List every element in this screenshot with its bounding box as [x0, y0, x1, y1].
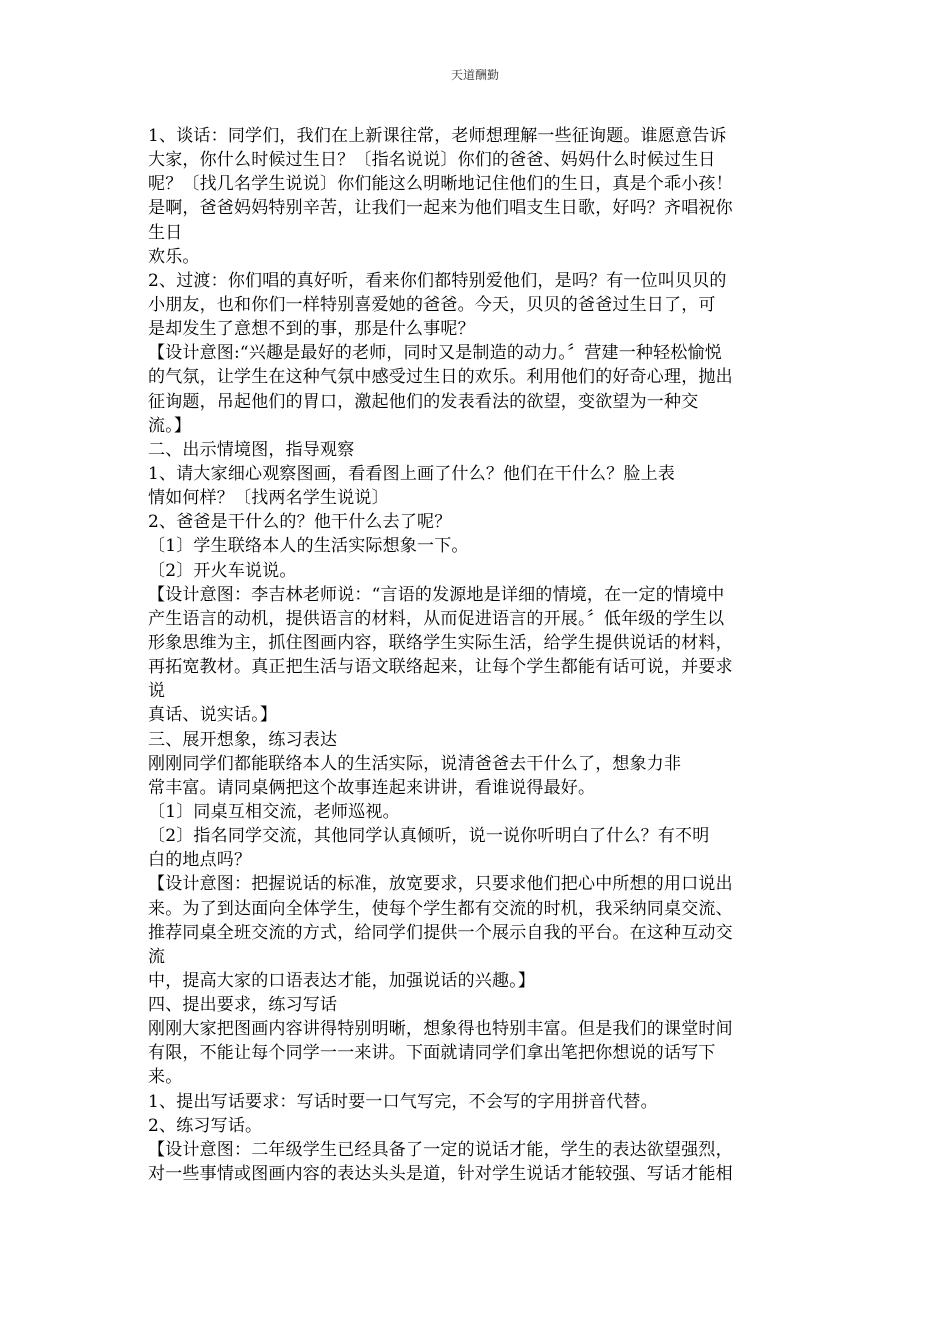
text-line: 推荐同桌全班交流的方式，给同学们提供一个展示自我的平台。在这种互动交: [148, 922, 733, 943]
text-line: 生日: [148, 222, 183, 243]
text-line: 常丰富。请同桌俩把这个故事连起来讲讲，看谁说得最好。: [148, 777, 596, 798]
text-line: 有限，不能让每个同学一一来讲。下面就请同学们拿出笔把你想说的话写下: [148, 1043, 716, 1064]
text-line: 【设计意图：李吉林老师说：“言语的发源地是详细的情境，在一定的情境中: [148, 584, 725, 605]
text-line: 【设计意图：把握说话的标准，放宽要求，只要求他们把心中所想的用口说出: [148, 874, 733, 895]
page-header: 天道酬勤: [450, 68, 499, 82]
text-line: 的气氛，让学生在这种气氛中感受过生日的欢乐。利用他们的好奇心理，抛出: [148, 367, 733, 388]
text-line: 小朋友，也和你们一样特别喜爱她的爸爸。今天，贝贝的爸爸过生日了，可: [148, 294, 716, 315]
text-line: 情如何样？〔找两名学生说说〕: [148, 488, 389, 509]
text-line: 2、练习写话。: [148, 1115, 263, 1136]
text-line: 2、过渡：你们唱的真好听，看来你们都特别爱他们，是吗？有一位叫贝贝的: [148, 270, 727, 291]
text-line: 是啊，爸爸妈妈特别辛苦，让我们一起来为他们唱支生日歌，好吗？齐唱祝你: [148, 198, 733, 219]
text-line: 呢？〔找几名学生说说〕你们能这么明晰地记住他们的生日，真是个乖小孩！: [148, 174, 733, 195]
text-line: 说: [148, 681, 166, 702]
text-line: 中，提高大家的口语表达才能，加强说话的兴趣。】: [148, 970, 536, 991]
text-line: 流。】: [148, 415, 192, 436]
text-line: 1、谈话：同学们，我们在上新课往常，老师想理解一些征询题。谁愿意告诉: [148, 126, 727, 146]
text-line: 1、请大家细心观察图画，看看图上画了什么？他们在干什么？脸上表: [148, 463, 676, 484]
text-line: 〔2〕开火车说说。: [148, 560, 297, 581]
text-line: 1、提出写话要求：写话时要一口气写完，不会写的字用拼音代替。: [148, 1091, 658, 1112]
text-line: 形象思维为主，抓住图画内容，联络学生实际生活，给学生提供说话的材料，: [148, 632, 733, 653]
text-line: 大家，你什么时候过生日？〔指名说说〕你们的爸爸、妈妈什么时候过生日: [148, 150, 716, 171]
text-line: 三、展开想象，练习表达: [148, 729, 338, 750]
text-line: 来。为了到达面向全体学生，使每个学生都有交流的时机，我采纳同桌交流、: [148, 898, 733, 919]
text-line: 对一些事情或图画内容的表达头头是道，针对学生说话才能较强、写话才能相: [148, 1164, 733, 1185]
text-line: 【设计意图：二年级学生已经具备了一定的说话才能，学生的表达欲望强烈，: [148, 1139, 733, 1160]
text-line: 刚刚同学们都能联络本人的生活实际，说清爸爸去干什么了，想象力非: [148, 753, 682, 774]
text-line: 是却发生了意想不到的事，那是什么事呢？: [148, 319, 475, 340]
text-line: 〔1〕学生联络本人的生活实际想象一下。: [148, 536, 469, 557]
text-line: 征询题，吊起他们的胃口，激起他们的发表看法的欲望，变欲望为一种交: [148, 391, 699, 412]
text-line: 白的地点吗？: [148, 850, 252, 871]
text-line: 刚刚大家把图画内容讲得特别明晰，想象得也特别丰富。但是我们的课堂时间: [148, 1019, 733, 1040]
text-line: 〔2〕指名同学交流，其他同学认真倾听，说一说你听明白了什么？有不明: [148, 826, 710, 847]
text-line: 二、出示情境图，指导观察: [148, 439, 355, 460]
text-line: 再拓宽教材。真正把生活与语文联络起来，让每个学生都能有话可说，并要求: [148, 657, 733, 678]
text-line: 〔1〕同桌互相交流，老师巡视。: [148, 801, 400, 822]
text-line: 来。: [148, 1067, 183, 1088]
text-line: 产生语言的动机，提供语言的材料，从而促进语言的开展。〞低年级的学生以: [148, 608, 725, 629]
text-line: 流: [148, 946, 166, 967]
text-line: 【设计意图:“兴趣是最好的老师，同时又是制造的动力。〞营建一种轻松愉悦: [148, 343, 722, 364]
text-line: 2、爸爸是干什么的？他干什么去了呢？: [148, 512, 452, 533]
text-line: 四、提出要求，练习写话: [148, 995, 338, 1016]
body-text: [148, 124, 818, 1186]
text-line: 欢乐。: [148, 246, 200, 267]
text-line: 真话、说实话。】: [148, 705, 278, 726]
